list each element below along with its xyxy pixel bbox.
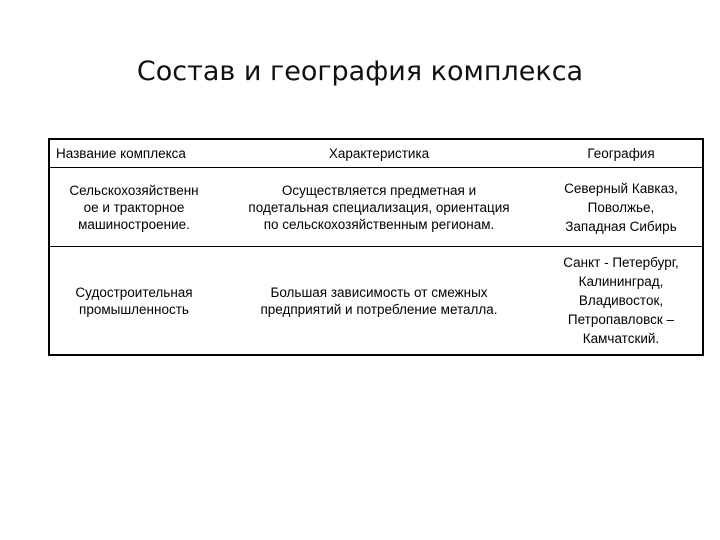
cell-name: Сельскохозяйственн ое и тракторное машиностроение. [69,182,199,232]
cell-geography: Санкт - Петербург, Калининград, Владивосток, Петропавловск – Камчатский. [563,255,679,346]
cell-characteristic: Осуществляется предметная и подетальная специализация, ориентация по сельскохозяйственным регионам. [248,182,510,232]
cell-characteristic: Большая зависимость от смежных предприятий и потребление металла. [260,284,498,317]
header-geography: География [587,146,655,161]
table-row [50,167,702,246]
cell-geography: Северный Кавказ, Поволжье, Западная Сибирь [564,180,678,234]
table-header-row [50,138,702,167]
header-name: Название комплекса [56,146,186,161]
cell-name: Судостроительная промышленность [75,284,193,317]
complex-table [48,138,704,356]
table-row [50,246,702,356]
slide-title: Состав и география комплекса [136,56,584,87]
header-characteristic: Характеристика [328,146,430,161]
